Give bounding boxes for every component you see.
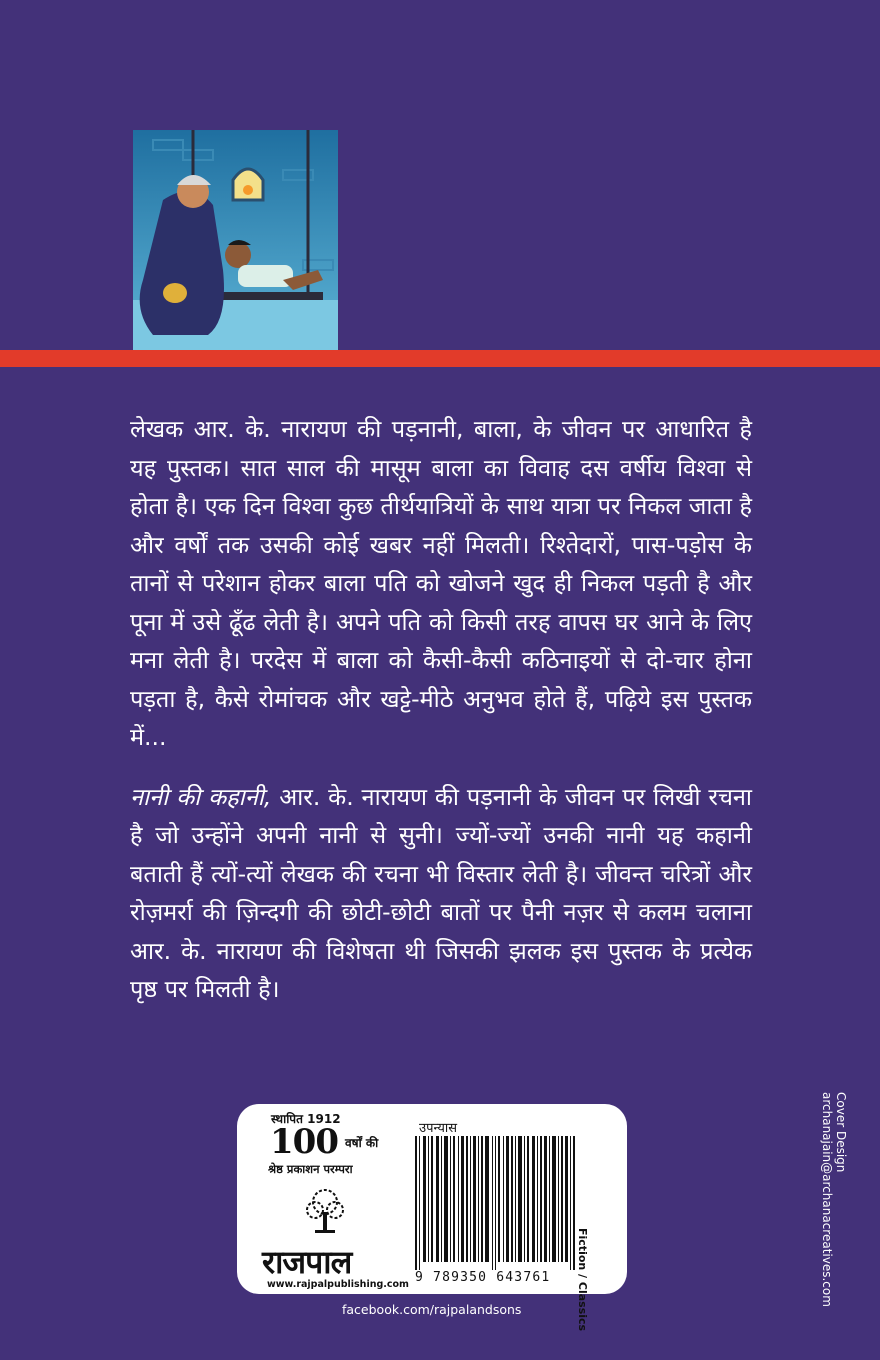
blurb-paragraph-2-text: आर. के. नारायण की पड़नानी के जीवन पर लिखी रचना है जो उन्होंने अपनी नानी से सुनी। ज्यों-ज्यों उनकी नानी यह कहानी बताती हैं त्यों-त्यों लेखक की रचना भी विस्तार लेती है। जीवन्त चरित्रों और रोज़मर्रा की ज़िन्दगी की छोटी-छोटी बातों पर पैनी नज़र से कलम चलाना आर. के. नारायण की विशेषता थी जिसकी झलक इस पुस्तक के प्रत्येक पृष्ठ पर मिलती है। xyxy=(130,782,752,1003)
book-title: नानी की कहानी, xyxy=(130,782,272,811)
accent-band xyxy=(0,350,880,367)
publisher-url: www.rajpalpublishing.com xyxy=(267,1279,409,1290)
publisher-name: राजपाल xyxy=(262,1243,352,1281)
years-word: वर्षों की xyxy=(345,1136,379,1150)
tree-icon xyxy=(305,1188,345,1240)
back-cover-blurb xyxy=(130,410,752,1009)
cover-illustration xyxy=(133,130,338,352)
isbn-digits: 9 789350 643761 xyxy=(415,1270,551,1285)
facebook-link: facebook.com/rajpalandsons xyxy=(342,1302,522,1317)
tradition-text: श्रेष्ठ प्रकाशन परम्परा xyxy=(268,1162,353,1176)
genre-english: Fiction / Classics xyxy=(576,1228,589,1332)
established-text: स्थापित 1912 xyxy=(271,1112,341,1126)
blurb-paragraph-2 xyxy=(130,778,752,1009)
cover-design-credit xyxy=(820,1092,868,1307)
years-number: 100 xyxy=(270,1122,338,1162)
credit-label: Cover Design xyxy=(834,1092,848,1173)
genre-hindi: उपन्यास xyxy=(419,1121,458,1136)
isbn-barcode xyxy=(415,1136,579,1270)
blurb-paragraph-1: लेखक आर. के. नारायण की पड़नानी, बाला, के जीवन पर आधारित है यह पुस्तक। सात साल की मासूम बाला का विवाह दस वर्षीय विश्वा से होता है। एक दिन विश्वा कुछ तीर्थयात्रियों के साथ यात्रा पर निकल जाता है और वर्षों तक उसकी कोई खबर नहीं मिलती। रिश्तेदारों, पास-पड़ोस के तानों से परेशान होकर बाला पति को खोजने खुद ही निकल पड़ती है और पूना में उसे ढूँढ लेती है। अपने पति को किसी तरह वापस घर आने के लिए मना लेती है। परदेस में बाला को कैसी-कैसी कठिनाइयों से दो-चार होना पड़ता है, कैसे रोमांचक और खट्टे-मीठे अनुभव होते हैं, पढ़िये इस पुस्तक में... xyxy=(130,415,752,751)
credit-email: archanajain@archanacreatives.com xyxy=(820,1092,834,1307)
